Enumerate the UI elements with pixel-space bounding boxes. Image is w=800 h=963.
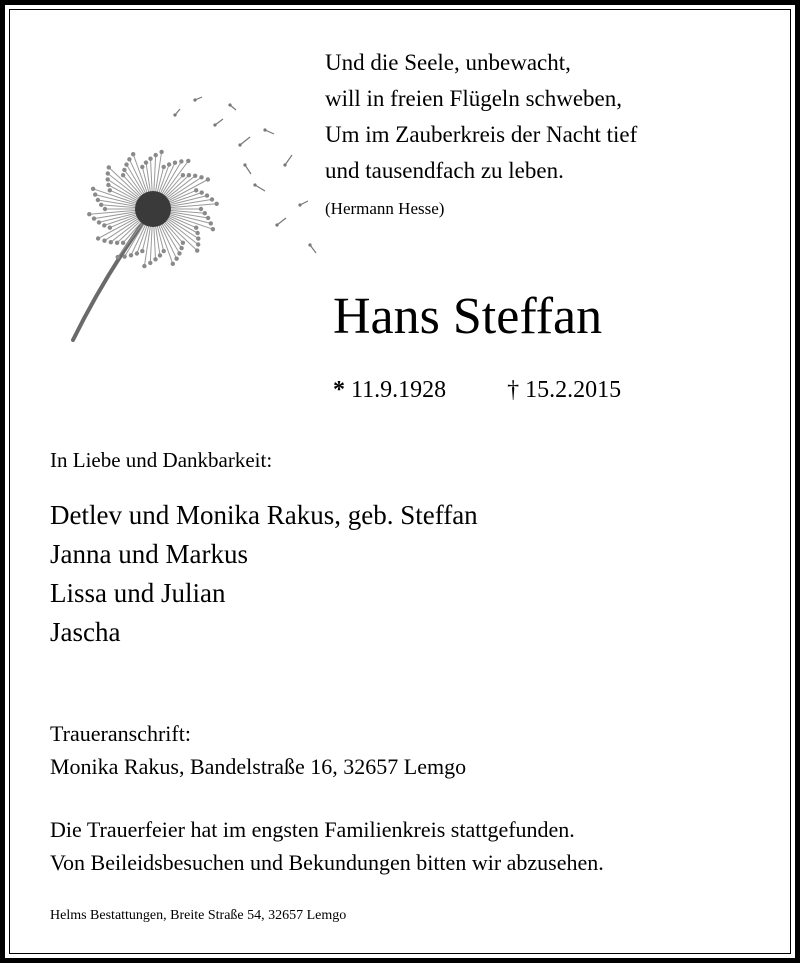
deceased-name: Hans Steffan [333, 288, 603, 345]
address-label: Traueranschrift: [50, 721, 191, 746]
death-symbol: † [507, 377, 520, 403]
poem-author: (Hermann Hesse) [325, 199, 445, 218]
mourner: Janna und Markus [50, 539, 248, 569]
undertaker-info: Helms Bestattungen, Breite Straße 54, 32657 Lemgo [50, 908, 347, 923]
poem [325, 45, 637, 219]
mourner: Lissa und Julian [50, 578, 226, 608]
poem-line: will in freien Flügeln schweben, [325, 86, 623, 111]
life-dates [333, 377, 621, 404]
mourners-list [50, 496, 478, 652]
poem-line: und tausendfach zu leben. [325, 158, 564, 183]
ceremony-note [50, 813, 604, 879]
mourner: Detlev und Monika Rakus, geb. Steffan [50, 500, 478, 530]
birth-date: 11.9.1928 [351, 377, 447, 403]
dandelion-icon [55, 85, 325, 355]
poem-line: Und die Seele, unbewacht, [325, 50, 571, 75]
mourning-address [50, 717, 466, 783]
birth-symbol: * [333, 377, 345, 403]
mourner: Jascha [50, 617, 121, 647]
death-date: 15.2.2015 [525, 377, 622, 403]
address-value: Monika Rakus, Bandelstraße 16, 32657 Lemgo [50, 754, 467, 779]
poem-line: Um im Zauberkreis der Nacht tief [325, 122, 638, 147]
ceremony-line: Die Trauerfeier hat im engsten Familienkreis stattgefunden. [50, 817, 575, 842]
ceremony-line: Von Beileidsbesuchen und Bekundungen bitten wir abzusehen. [50, 850, 604, 875]
mourners-intro: In Liebe und Dankbarkeit: [50, 448, 273, 472]
